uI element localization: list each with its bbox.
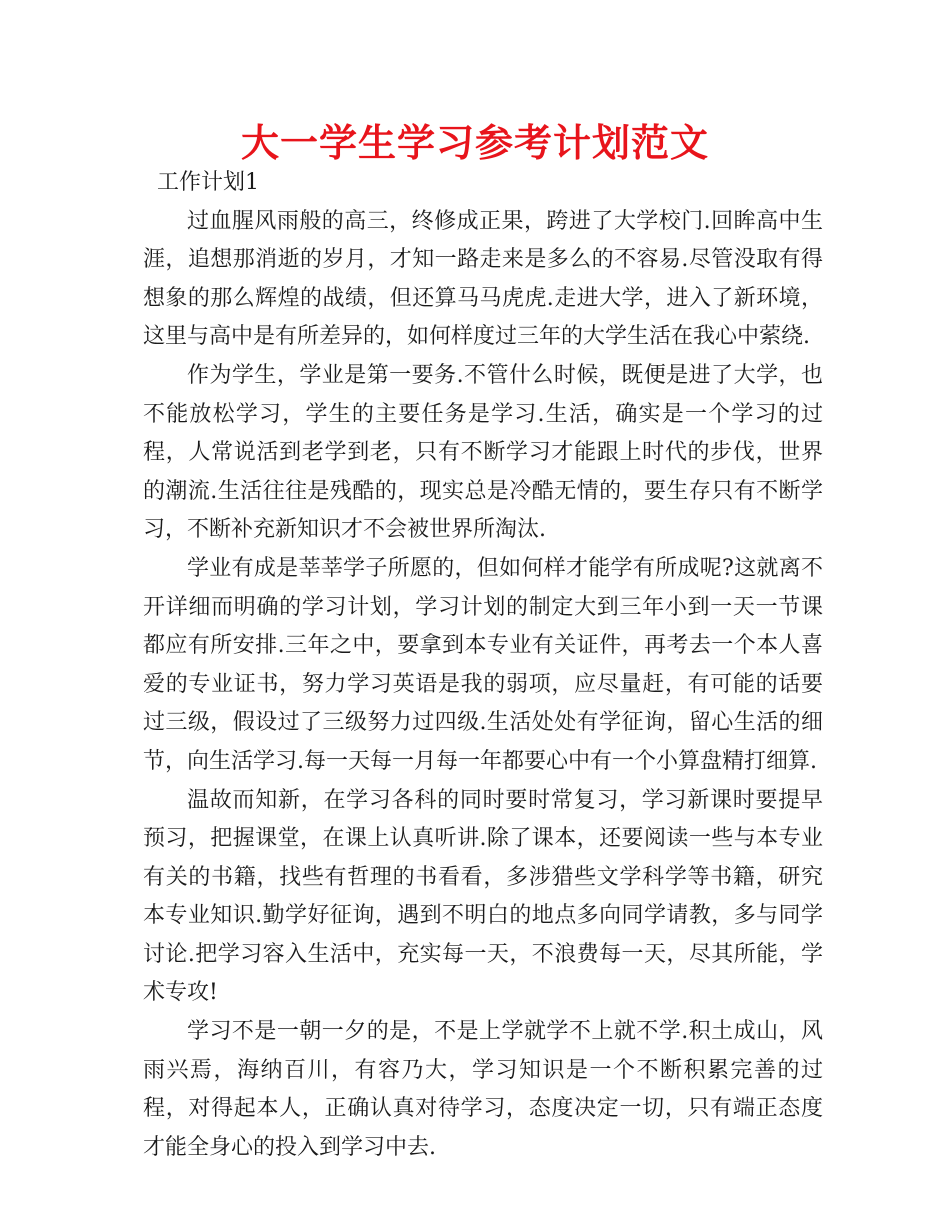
paragraph: 学业有成是莘莘学子所愿的，但如何样才能学有所成呢?这就离不开详细而明确的学习计划，学习计划的制定大到三年小到一天一节课都应有所安排.三年之中，要拿到本专业有关证件，再考去一个本人喜爱的专业证书，努力学习英语是我的弱项，应尽量赶，有可能的话要过三级，假设过了三级努力过四级.生活处处有学征询，留心生活的细节，向生活学习.每一天每一月每一年都要心中有一个小算盘精打细算. bbox=[143, 555, 823, 774]
paragraph: 温故而知新，在学习各科的同时要时常复习，学习新课时要提早预习，把握课堂，在课上认真听讲.除了课本，还要阅读一些与本专业有关的书籍，找些有哲理的书看看，多涉猎些文学科学等书籍，研究本专业知识.勤学好征询，遇到不明白的地点多向同学请教，多与同学讨论.把学习容入生活中，充实每一天，不浪费每一天，尽其所能，学术专攻! bbox=[143, 787, 823, 1006]
paragraph: 学习不是一朝一夕的是，不是上学就学不上就不学.积土成山，风雨兴焉，海纳百川，有容乃大，学习知识是一个不断积累完善的过程，对得起本人，正确认真对待学习，态度决定一切，只有端正态度才能全身心的投入到学习中去. bbox=[143, 1019, 823, 1160]
page-title: 大一学生学习参考计划范文 bbox=[240, 121, 709, 165]
document-body bbox=[143, 164, 823, 1167]
section-label: 工作计划1 bbox=[157, 170, 259, 195]
paragraph: 过血腥风雨般的高三，终修成正果，跨进了大学校门.回眸高中生涯，追想那消逝的岁月，才知一路走来是多么的不容易.尽管没取有得想象的那么辉煌的战绩，但还算马马虎虎.走进大学，进入了新环境，这里与高中是有所差异的，如何样度过三年的大学生活在我心中萦绕. bbox=[143, 208, 823, 350]
paragraph: 作为学生，学业是第一要务.不管什么时候，既便是进了大学，也不能放松学习，学生的主要任务是学习.生活，确实是一个学习的过程，人常说活到老学到老，只有不断学习才能跟上时代的步伐，世界的潮流.生活往往是残酷的，现实总是冷酷无情的，要生存只有不断学习，不断补充新知识才不会被世界所淘汰. bbox=[143, 362, 823, 543]
